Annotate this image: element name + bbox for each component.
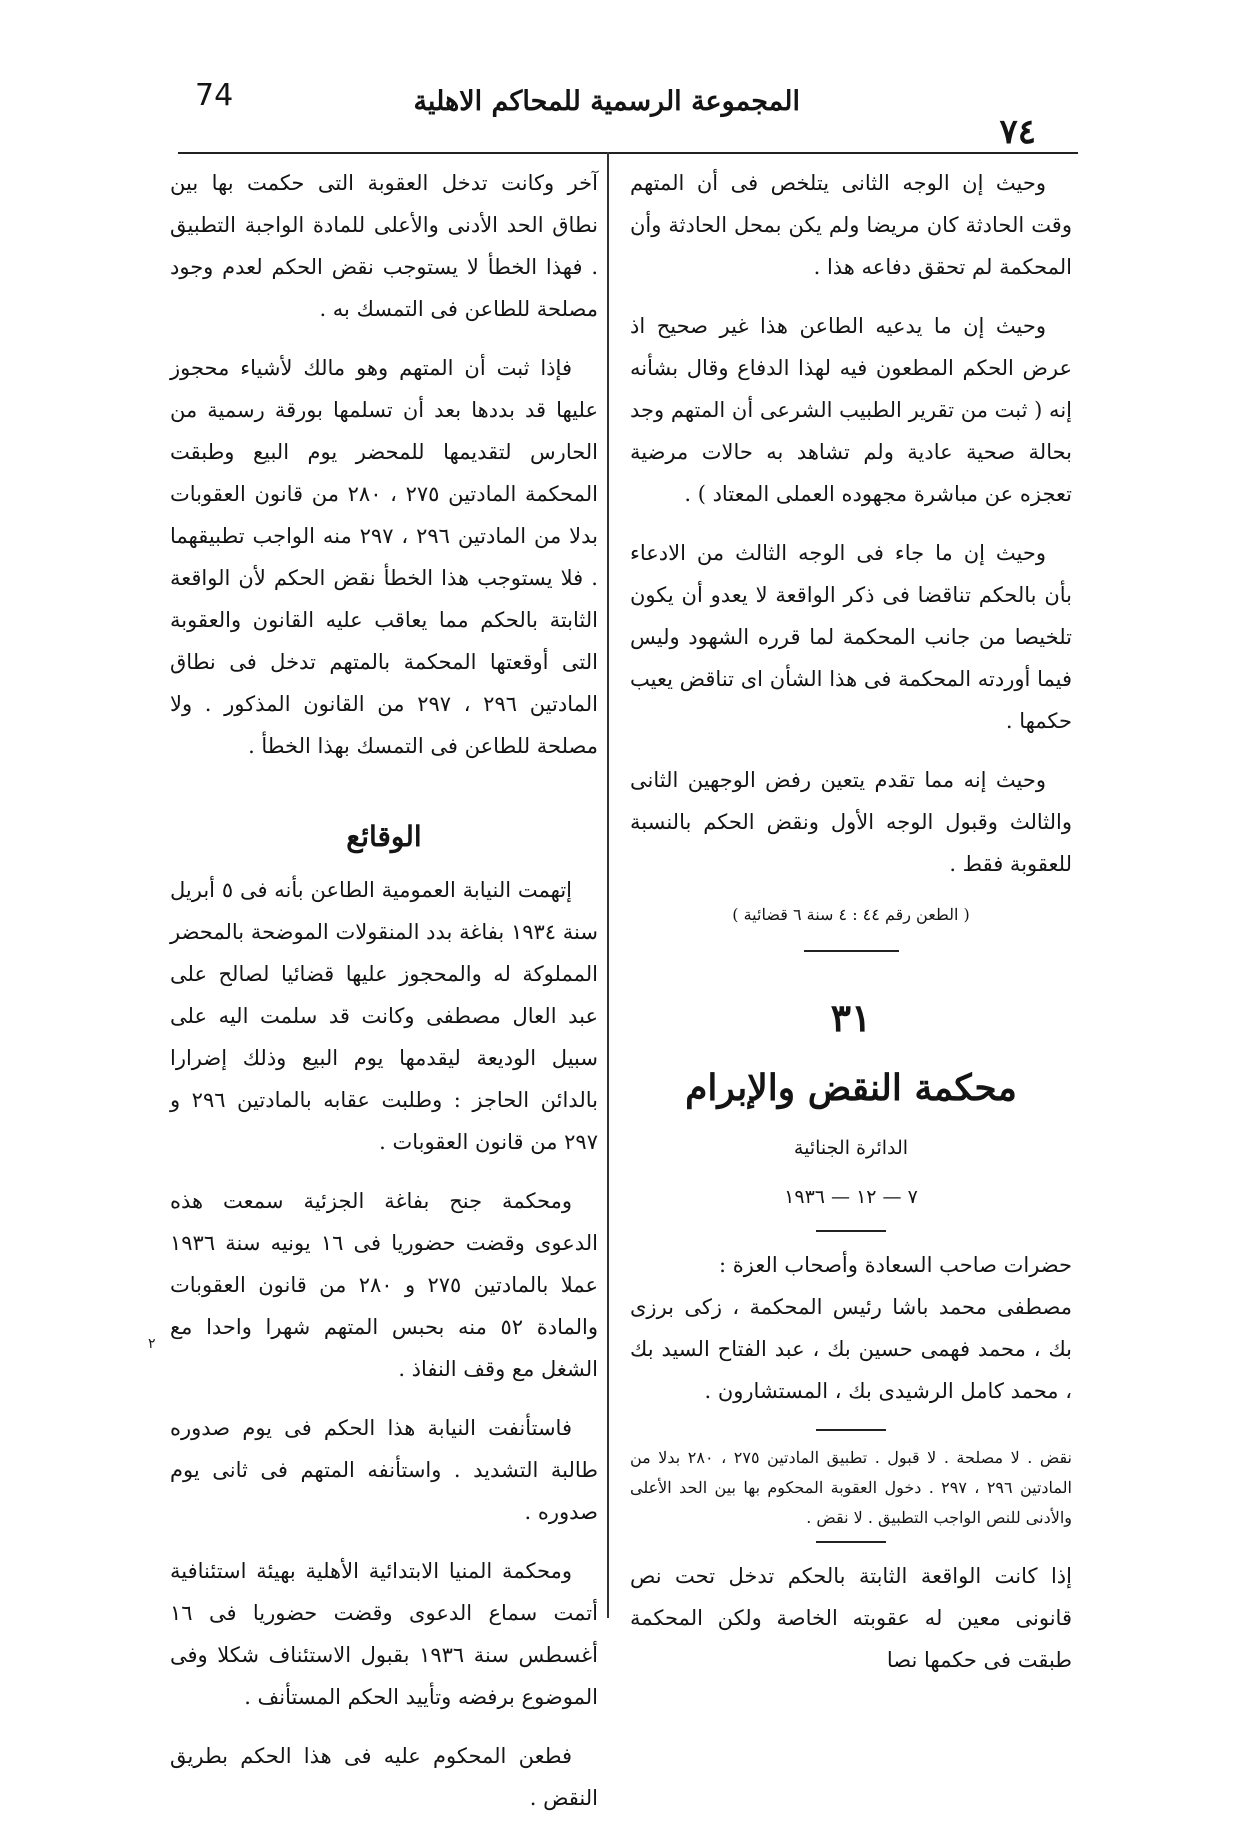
- handwritten-page-number: 74: [195, 78, 234, 113]
- facts-paragraph: ومحكمة المنيا الابتدائية الأهلية بهيئة استئنافية أتمت سماع الدعوى وقضت حضوريا فى ١٦ أغسطس سنة ١٩٣٦ بقبول الاستئناف شكلا وفى الموضوع برفضه وتأييد الحكم المستأنف .: [170, 1559, 599, 1709]
- date-divider: [816, 1230, 886, 1232]
- summary-divider: [816, 1429, 886, 1431]
- headnote-summary: نقض . لا مصلحة . لا قبول . تطبيق المادتين ٢٧٥ ، ٢٨٠ بدلا من المادتين ٢٩٦ ، ٢٩٧ . دخول العقوبة المحكوم بها بين الحد الأعلى والأدنى للنص الواجب التطبيق . لا نقض .: [630, 1448, 1072, 1527]
- paragraph: وحيث إن الوجه الثانى يتلخص فى أن المتهم وقت الحادثة كان مريضا ولم يكن بمحل الحادثة وأن المحكمة لم تحقق دفاعه هذا .: [630, 171, 1072, 279]
- facts-paragraph: ومحكمة جنح بفاغة الجزئية سمعت هذه الدعوى وقضت حضوريا فى ١٦ يونيه سنة ١٩٣٦ عملا بالمادتين ٢٧٥ و ٢٨٠ من قانون العقوبات والمادة ٥٢ منه بحبس المتهم شهرا واحدا مع الشغل مع وقف النفاذ .: [170, 1189, 598, 1381]
- facts-paragraph: فاستأنفت النيابة هذا الحكم فى يوم صدوره طالبة التشديد . واستأنفه المتهم فى ثانى يوم صدوره .: [170, 1416, 598, 1524]
- section-divider: [804, 950, 899, 952]
- column-divider: [607, 152, 609, 1618]
- principle-divider: [816, 1541, 886, 1543]
- facts-heading: الوقائع: [346, 820, 422, 853]
- left-column: [170, 162, 598, 1836]
- court-name: محكمة النقض والإبرام: [685, 1067, 1017, 1109]
- bench-members: مصطفى محمد باشا رئيس المحكمة ، زكى برزى بك ، محمد فهمى حسين بك ، عبد الفتاح السيد بك ، محمد كامل الرشيدى بك ، المستشارون .: [630, 1295, 1072, 1403]
- right-column: [630, 162, 1072, 1681]
- paragraph: وحيث إنه مما تقدم يتعين رفض الوجهين الثانى والثالث وقبول الوجه الأول ونقض الحكم بالنسبة للعقوبة فقط .: [630, 768, 1072, 876]
- case-citation: ( الطعن رقم ٤٤ : ٤ سنة ٦ قضائية ): [732, 905, 970, 924]
- bench-intro: حضرات صاحب السعادة وأصحاب العزة :: [718, 1253, 1072, 1277]
- paragraph: وحيث إن ما جاء فى الوجه الثالث من الادعاء بأن بالحكم تناقضا فى ذكر الواقعة لا يعدو أن يكون تلخيصا من جانب المحكمة لما قرره الشهود وليس فيما أوردته المحكمة فى هذا الشأن اى تناقض يعيب حكمها .: [630, 541, 1072, 733]
- case-number: ٣١: [830, 995, 872, 1040]
- running-title: المجموعة الرسمية للمحاكم الاهلية: [413, 86, 800, 117]
- stray-mark: ٢: [148, 1336, 156, 1352]
- ruling-date: ٧ — ١٢ — ١٩٣٦: [784, 1186, 918, 1208]
- page-number: ٧٤: [999, 112, 1036, 152]
- facts-paragraph: إتهمت النيابة العمومية الطاعن بأنه فى ٥ أبريل سنة ١٩٣٤ بفاغة بدد المنقولات الموضحة بالمحضر المملوكة له والمحجوز عليها قضائيا لصالح على عبد العال مصطفى وكانت قد سلمت اليه على سبيل الوديعة ليقدمها يوم البيع وذلك إضرارا بالدائن الحاجز : وطلبت عقابه بالمادتين ٢٩٦ و ٢٩٧ من قانون العقوبات .: [170, 878, 598, 1154]
- court-circuit: الدائرة الجنائية: [793, 1137, 909, 1159]
- paragraph: آخر وكانت تدخل العقوبة التى حكمت بها بين نطاق الحد الأدنى والأعلى للمادة الواجبة التطبيق . فهذا الخطأ لا يستوجب نقض الحكم لعدم وجود مصلحة للطاعن فى التمسك به .: [170, 171, 598, 321]
- paragraph: فإذا ثبت أن المتهم وهو مالك لأشياء محجوز عليها قد بددها بعد أن تسلمها بورقة رسمية من الحارس لتقديمها للمحضر يوم البيع وطبقت المحكمة المادتين ٢٧٥ ، ٢٨٠ من قانون العقوبات بدلا من المادتين ٢٩٦ ، ٢٩٧ منه الواجب تطبيقهما . فلا يستوجب هذا الخطأ نقض الحكم لأن الواقعة الثابتة بالحكم مما يعاقب عليه القانون والعقوبة التى أوقعتها المحكمة بالمتهم تدخل فى نطاق المادتين ٢٩٦ ، ٢٩٧ من القانون المذكور . ولا مصلحة للطاعن فى التمسك بهذا الخطأ .: [170, 356, 598, 758]
- legal-principle: إذا كانت الواقعة الثابتة بالحكم تدخل تحت نص قانونى معين له عقوبته الخاصة ولكن المحكمة طبقت فى حكمها نصا: [630, 1564, 1072, 1672]
- header-rule: [178, 152, 1078, 154]
- paragraph: وحيث إن ما يدعيه الطاعن هذا غير صحيح اذ عرض الحكم المطعون فيه لهذا الدفاع وقال بشأنه إنه ( ثبت من تقرير الطبيب الشرعى أن المتهم وجد بحالة صحية عادية ولم تشاهد به حالات مرضية تعجزه عن مباشرة مجهوده العملى المعتاد ) .: [630, 314, 1072, 506]
- facts-paragraph: فطعن المحكوم عليه فى هذا الحكم بطريق النقض .: [170, 1744, 598, 1810]
